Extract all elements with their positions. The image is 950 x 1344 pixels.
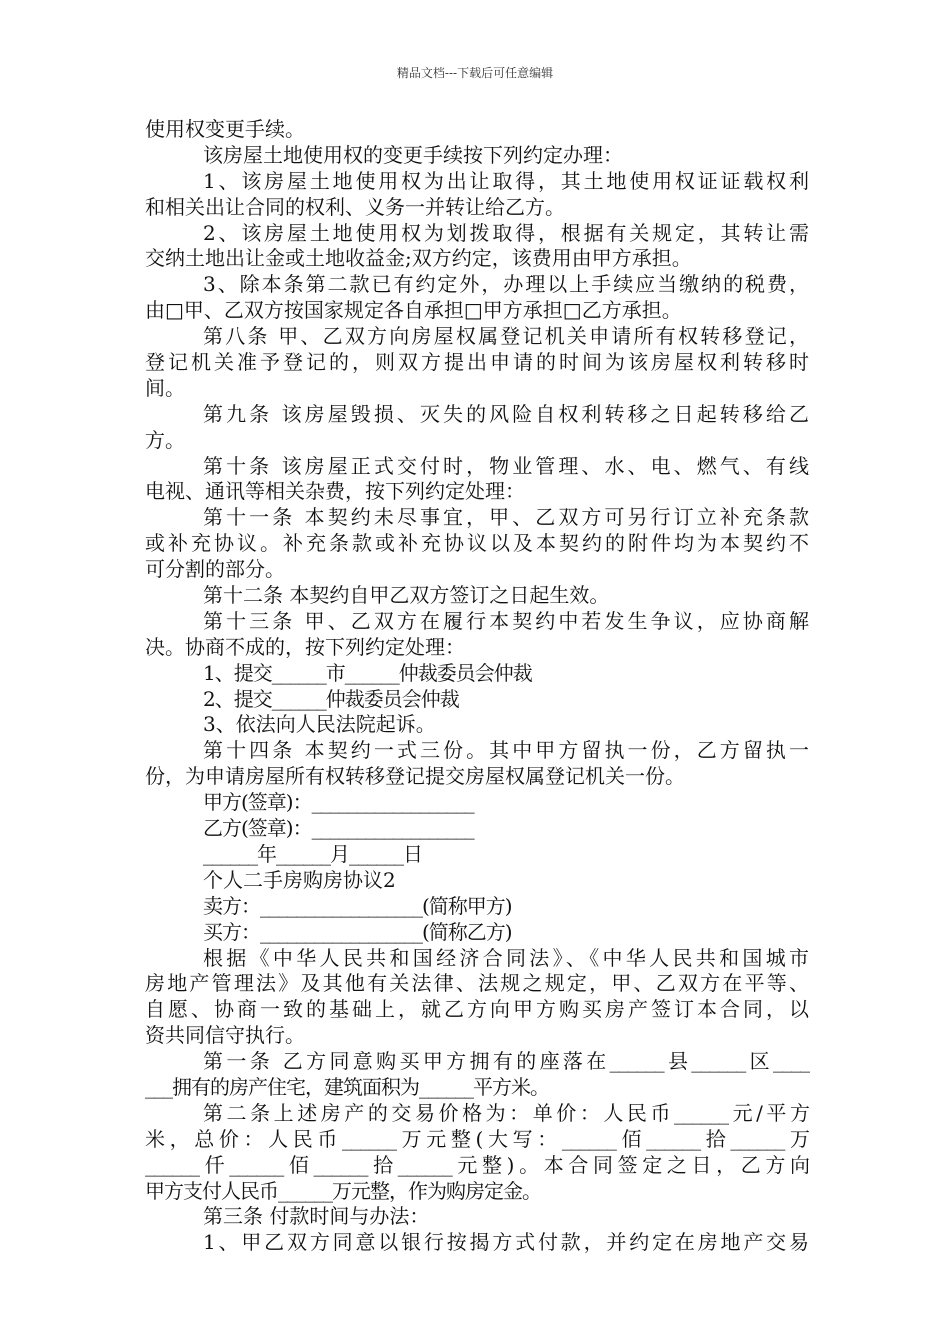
text-line: 第一条 乙方同意购买甲方拥有的座落在______县______区____ <box>203 1049 809 1074</box>
text-line: 第九条 该房屋毁损、灭失的风险自权利转移之日起转移给乙 <box>203 401 809 426</box>
section-title: 个人二手房购房协议2 <box>203 867 396 892</box>
text-line: 资共同信守执行。 <box>145 1023 305 1048</box>
text-line: 3、除本条第二款已有约定外，办理以上手续应当缴纳的税费， <box>203 272 809 297</box>
text-line: 交纳土地出让金或土地收益金;双方约定，该费用由甲方承担。 <box>145 246 692 271</box>
seller-line: 卖方：__________________(简称甲方) <box>203 893 512 918</box>
text-line: 使用权变更手续。 <box>145 117 305 141</box>
text-line: 第三条 付款时间与办法： <box>203 1204 430 1229</box>
text-line: 第十四条 本契约一式三份。其中甲方留执一份，乙方留执一 <box>203 738 809 763</box>
text-line: 3、依法向人民法院起诉。 <box>203 712 436 737</box>
text-line: ___拥有的房产住宅，建筑面积为______平方米。 <box>145 1074 549 1099</box>
text-line: 1、提交______市______仲裁委员会仲裁 <box>203 660 532 685</box>
text-line: 自愿、协商一致的基础上，就乙方向甲方购买房产签订本合同，以 <box>145 997 809 1022</box>
document-body <box>145 117 809 1256</box>
text-line: 房地产管理法》及其他有关法律、法规之规定，甲、乙双方在平等、 <box>145 971 809 996</box>
signature-party-b: 乙方(签章)：__________________ <box>203 816 474 841</box>
text-line: 甲方支付人民币______万元整，作为购房定金。 <box>145 1178 541 1203</box>
page-header: 精品文档---下载后可任意编辑 <box>396 66 554 80</box>
text-line: 第八条 甲、乙双方向房屋权属登记机关申请所有权转移登记， <box>203 324 809 349</box>
signature-date: ______年______月______日 <box>203 841 422 866</box>
buyer-line: 买方：__________________(简称乙方) <box>203 919 512 944</box>
text-line: ______仟______佰______拾______元整)。本合同签定之日，乙方向 <box>145 1152 809 1177</box>
signature-party-a: 甲方(签章)：__________________ <box>203 790 474 815</box>
text-line: 决。协商不成的，按下列约定处理： <box>145 634 465 659</box>
text-line: 1、甲乙双方同意以银行按揭方式付款，并约定在房地产交易 <box>203 1230 809 1255</box>
text-line: 登记机关准予登记的，则双方提出申请的时间为该房屋权利转移时 <box>145 350 809 375</box>
text-line: 第十三条 甲、乙双方在履行本契约中若发生争议，应协商解 <box>203 608 809 633</box>
text-line: 2、该房屋土地使用权为划拨取得，根据有关规定，其转让需 <box>203 220 809 245</box>
text-line: 根据《中华人民共和国经济合同法》、《中华人民共和国城市 <box>203 945 809 970</box>
text-line: 1、该房屋土地使用权为出让取得，其土地使用权证证载权利 <box>203 168 809 193</box>
text-line: 间。 <box>145 375 185 400</box>
text-line: 米，总价：人民币______万元整(大写：______佰______拾______万 <box>145 1126 809 1151</box>
text-line: 由□甲、乙双方按国家规定各自承担□甲方承担□乙方承担。 <box>145 298 682 323</box>
text-line: 第二条上述房产的交易价格为：单价：人民币______元/平方 <box>203 1100 809 1125</box>
text-line: 电视、通讯等相关杂费，按下列约定处理： <box>145 479 525 504</box>
text-line: 和相关出让合同的权利、义务一并转让给乙方。 <box>145 194 565 219</box>
text-line: 或补充协议。补充条款或补充协议以及本契约的附件均为本契约不 <box>145 531 809 556</box>
text-line: 2、提交______仲裁委员会仲裁 <box>203 686 459 711</box>
text-line: 该房屋土地使用权的变更手续按下列约定办理： <box>203 142 623 167</box>
text-line: 份，为申请房屋所有权转移登记提交房屋权属登记机关一份。 <box>145 764 685 789</box>
text-line: 第十二条 本契约自甲乙双方签订之日起生效。 <box>203 583 610 608</box>
text-line: 第十条 该房屋正式交付时，物业管理、水、电、燃气、有线 <box>203 453 809 478</box>
text-line: 第十一条 本契约未尽事宜，甲、乙双方可另行订立补充条款 <box>203 505 809 530</box>
text-line: 可分割的部分。 <box>145 557 285 582</box>
text-line: 方。 <box>145 427 185 452</box>
